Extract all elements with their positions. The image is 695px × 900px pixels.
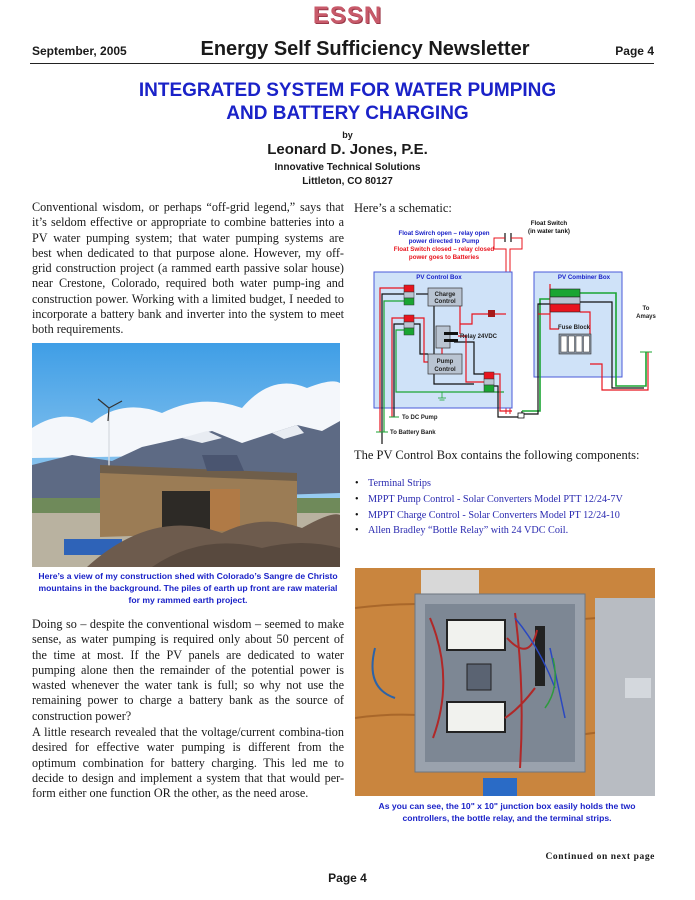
article-title: [60, 79, 635, 125]
to-battery-bank-label: To Battery Bank: [390, 430, 436, 436]
byline-by: by: [342, 130, 353, 140]
component-charge-control: MPPT Charge Control - Solar Converters Model PT 12/24-10: [368, 509, 620, 521]
float-switch-subtitle: (in water tank): [528, 228, 570, 235]
construction-shed-photo: [32, 343, 340, 567]
pump-control-label-2: Control: [434, 367, 456, 373]
pv-control-box-label: PV Control Box: [416, 274, 462, 281]
paragraph-research: A little research revealed that the voltage/current combina-tion desired for effective water pumping is different from the optimum combination for battery charging. This led me to decide to design and implement a system that that would per-form either one function OR the other, as the need arose.: [32, 725, 344, 801]
paragraph-intro: Conventional wisdom, or perhaps “off-grid legend,” says that it’s seldom effective or appropriate to combine batteries into a PV water pumping system; that water pumping systems are best when dedicated to that purpose alone. However, my off-grid construction project (a rammed earth passive solar house) near Crestone, Colorado, required both water pump-ing and construction power. Working with a limited budget, I needed to incorporate a battery bank and inverter into the system to meet both requirements.: [32, 200, 344, 337]
component-bottle-relay: Allen Bradley “Bottle Relay” with 24 VDC Coil.: [368, 525, 569, 537]
schematic-intro: Here’s a schematic:: [354, 201, 452, 215]
article-title-line-1: INTEGRATED SYSTEM FOR WATER PUMPING: [138, 80, 557, 101]
shed-photo-caption: Here’s a view of my construction shed with Colorado’s Sangre de Christo mountains in the background. The piles of earth up front are raw material for my rammed earth project.: [38, 571, 338, 605]
terminal-strip-output: [484, 372, 494, 392]
relay-icon: [436, 326, 450, 348]
author-name: Leonard D. Jones, P.E.: [267, 141, 428, 158]
newsletter-header: [30, 38, 654, 64]
list-item: • MPPT Pump Control - Solar Converters Model PTT 12/24-7V: [355, 493, 623, 505]
component-pump-control: MPPT Pump Control - Solar Converters Model PTT 12/24-7V: [368, 493, 623, 505]
pv-combiner-box-label: PV Combiner Box: [557, 274, 611, 281]
issue-date: September, 2005: [32, 44, 127, 58]
fuse-block-icon: [559, 334, 591, 354]
component-terminal-strips: Terminal Strips: [368, 478, 431, 489]
to-dc-pump-label: To DC Pump: [402, 415, 438, 421]
relay-label: Relay 24VDC: [460, 334, 498, 340]
components-intro: The PV Control Box contains the following components:: [354, 448, 640, 462]
author-organization: Innovative Technical Solutions: [274, 162, 421, 173]
pump-control-label-1: Pump: [436, 359, 454, 365]
paragraph-rationale: Doing so – despite the conventional wisdom – seemed to make sense, as water pumping is required only about 50 percent of the time at most. If the PV panels are dedicated to water pumping alone then the remainder of the potential power is wasted whenever the water tank is full; so why not use the remaining power to charge a battery bank as the source of construction power?: [32, 617, 344, 723]
junction-box-photo: [355, 568, 655, 796]
note-open-line-2: power directed to Pump: [408, 238, 480, 245]
terminal-strip-lower: [404, 315, 414, 335]
wiring-schematic: [354, 214, 664, 444]
newsletter-title: Energy Self Sufficiency Newsletter: [200, 38, 530, 60]
combiner-bus-bars: [550, 289, 580, 312]
list-item: • MPPT Charge Control - Solar Converters Model PT 12/24-10: [355, 509, 620, 521]
to-arrays-label-1: To: [642, 306, 650, 312]
note-closed-line-1: Float Switch closed – relay closed: [393, 246, 495, 253]
charge-control-label-1: Charge: [434, 292, 456, 298]
note-open-line-1: Float Swirch open – relay open: [398, 230, 490, 237]
charge-control-label-2: Control: [434, 299, 456, 305]
header-page-number: Page 4: [615, 44, 654, 58]
footer-page-number: Page 4: [328, 871, 367, 885]
terminal-strip-upper: [404, 285, 414, 305]
components-list: [354, 476, 664, 539]
list-item: • Terminal Strips: [355, 478, 431, 489]
float-switch-terminal: [488, 310, 495, 317]
article-title-line-2: AND BATTERY CHARGING: [226, 103, 469, 124]
fuse-block-label: Fuse Block: [557, 325, 591, 331]
inline-connector: [518, 413, 524, 418]
continued-notice: Continued on next page: [545, 852, 655, 862]
list-item: • Allen Bradley “Bottle Relay” with 24 VDC Coil.: [355, 525, 569, 537]
junction-box-caption: As you can see, the 10" x 10" junction box easily holds the two controllers, the bottle relay, and the terminal strips.: [378, 801, 636, 823]
author-location: Littleton, CO 80127: [302, 176, 393, 187]
note-closed-line-2: power goes to Batteries: [408, 254, 480, 261]
to-arrays-label-2: Amays: [636, 314, 656, 320]
masthead-logo: ESSN: [312, 2, 383, 29]
float-switch-title: Float Switch: [530, 220, 568, 227]
